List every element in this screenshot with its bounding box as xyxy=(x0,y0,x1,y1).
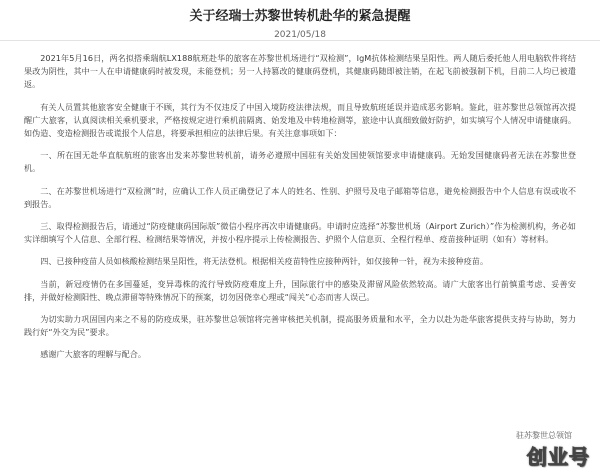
paragraph-item-1: 一、所在国无赴华直航航班的旅客出发来苏黎世转机前，请务必遵照中国驻有关始发国使领馆要求申请健康码。无始发国健康码者无法在苏黎世登机。 xyxy=(24,150,576,174)
paragraph-current-situation: 当前，新冠疫情仍在多国蔓延，变异毒株的流行导致防疫难度上升，国际旅行中的感染及滞留风险依然较高。请广大旅客出行前慎重考虑、妥善安排，并做好检测阳性、晚点滞留等特殊情况下的预案，切勿因侥幸心理或“闯关”心态而害人误己。 xyxy=(24,278,576,302)
paragraph-item-4: 四、已接种疫苗人员如核酸检测结果呈阳性，将无法登机。根据相关疫苗特性应接种两针，如仅接种一针，视为未接种疫苗。 xyxy=(40,256,489,267)
document-title: 关于经瑞士苏黎世转机赴华的紧急提醒 xyxy=(189,9,411,24)
paragraph-incident: 2021年5月16日，两名拟搭乘瑞航LX188航班赴华的旅客在苏黎世机场进行“双检测”，IgM抗体检测结果呈阳性。两人随后委托他人用电脑软件将结果改为阴性，其中一人在申请健康码时被发现，未能登机；另一人持篡改的健康码登机，其健康码随即被注销，在起飞前被强制下机，目前二人均已被遣返。 xyxy=(24,53,576,90)
paragraph-commitment: 为切实助力巩固国内来之不易的防疫成果，驻苏黎世总领馆将完善审核把关机制，提高服务质量和水平，全力以赴为赴华旅客提供支持与协助，努力践行好“外交为民”要求。 xyxy=(24,314,576,338)
header-divider xyxy=(0,40,600,41)
document-date: 2021/05/18 xyxy=(274,30,326,40)
paragraph-item-3: 三、取得检测报告后，请通过“防疫健康码国际版”微信小程序再次申请健康码。申请时应选择“苏黎世机场（Airport Zurich）”作为检测机构，务必如实详细填写个人信息、全部行程、检测结果等情况，并按小程序提示上传检测报告、护照个人信息页、全程行程单、疫苗接种证明（如有）等材料。 xyxy=(24,221,576,245)
paragraph-item-2: 二、在苏黎世机场进行“双检测”时，应确认工作人员正确登记了本人的姓名、性别、护照号及电子邮箱等信息，避免检测报告中个人信息有误或收不到报告。 xyxy=(24,185,576,209)
signature: 驻苏黎世总领馆 xyxy=(516,431,572,440)
paragraph-reminder: 有关人员置其他旅客安全健康于不顾，其行为不仅违反了中国入境防疫法律法规，而且导致航班延误并造成恶劣影响。鉴此，驻苏黎世总领馆再次提醒广大旅客，认真阅读相关乘机要求，严格按规定进行乘机前隔离、始发地及中转地检测等，旅途中认真细致做好防护，如实填写个人情况申请健康码。如伪造、变造检测报告或谎报个人信息，将要承担相应的法律后果。有关注意事项如下： xyxy=(24,101,576,139)
watermark-logo: 创业号 xyxy=(527,445,590,469)
paragraph-thanks: 感谢广大旅客的理解与配合。 xyxy=(40,349,147,360)
